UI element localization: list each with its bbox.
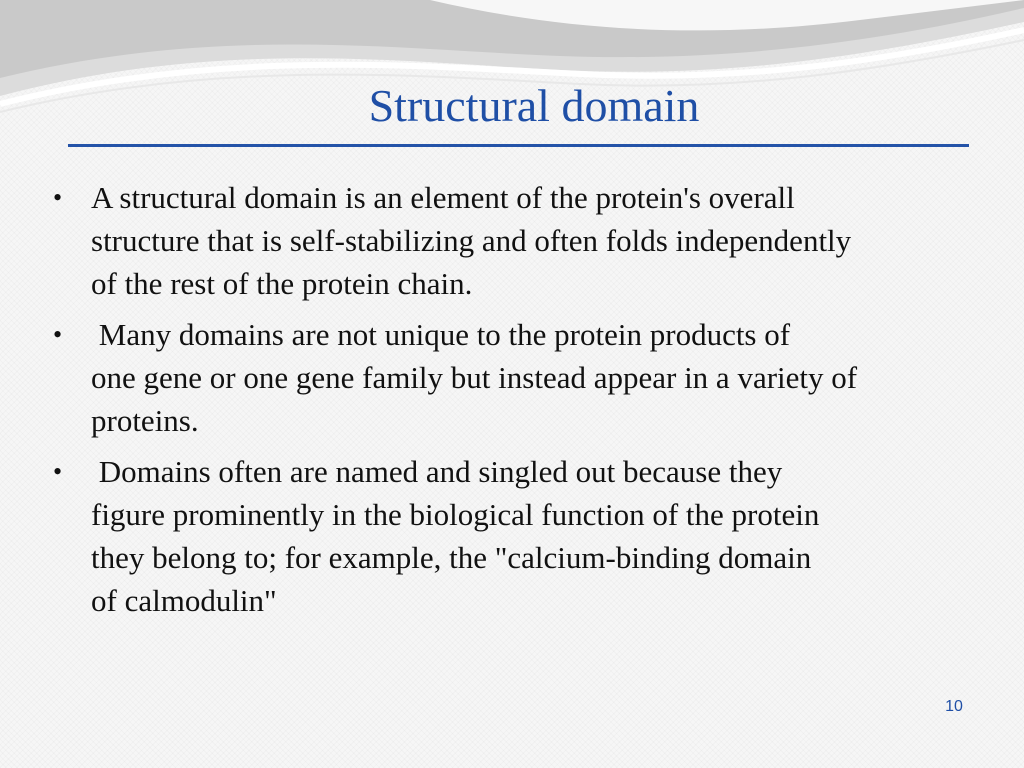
bullet-line: Many domains are not unique to the protein products of: [91, 317, 791, 352]
bullet-line: A structural domain is an element of the protein's overall: [91, 180, 795, 215]
bullet-text: [91, 313, 981, 442]
bullet-line: of the rest of the protein chain.: [91, 266, 473, 301]
page-number: 10: [945, 698, 963, 715]
bullet-item: [0, 176, 1024, 305]
bullet-line: of calmodulin": [91, 583, 277, 618]
bullet-line: one gene or one gene family but instead appear in a variety of: [91, 360, 858, 395]
bullet-line: figure prominently in the biological function of the protein: [91, 497, 820, 532]
bullet-line: Domains often are named and singled out because they: [91, 454, 783, 489]
bullet-icon: •: [53, 320, 63, 349]
bullet-icon: •: [53, 183, 63, 212]
slide-title: Structural domain: [368, 80, 700, 131]
bullet-text: [91, 450, 981, 622]
bullet-line: they belong to; for example, the "calcium-binding domain: [91, 540, 812, 575]
bullet-icon: •: [53, 457, 63, 486]
bullet-text: [91, 176, 981, 305]
bullet-line: structure that is self-stabilizing and often folds independently: [91, 223, 852, 258]
bullet-item: [0, 313, 1024, 442]
title-underline: [68, 144, 969, 147]
bullet-line: proteins.: [91, 403, 199, 438]
bullet-list: [0, 176, 1024, 630]
bullet-item: [0, 450, 1024, 622]
